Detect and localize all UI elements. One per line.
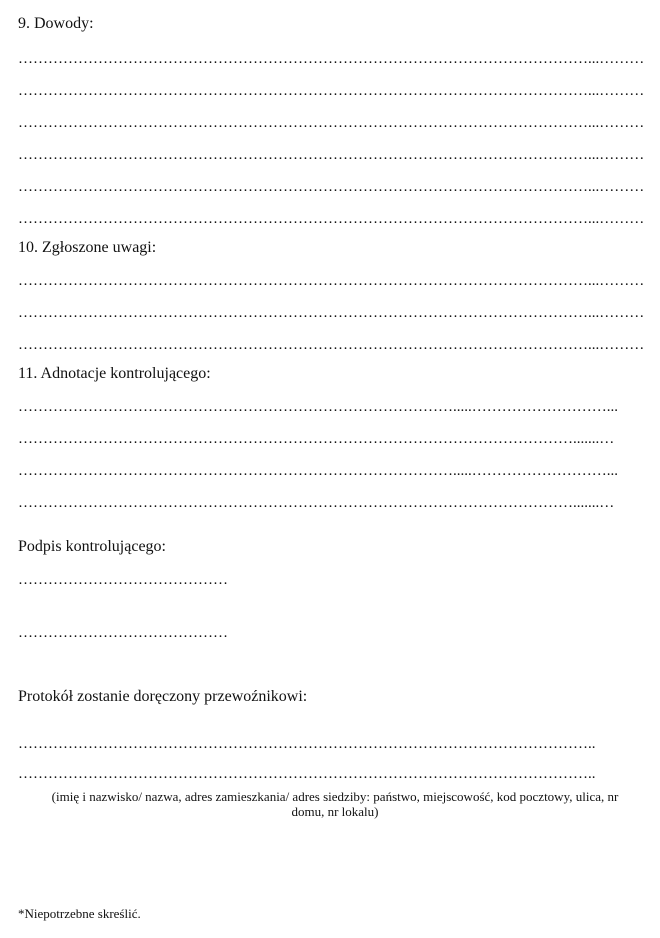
- remarks-line-2: ……………………………………………………………………………………………………...………: [18, 305, 645, 321]
- evidence-line-5: ……………………………………………………………………………………………………...………: [18, 179, 645, 195]
- recipient-caption: (imię i nazwisko/ nazwa, adres zamieszkania/ adres siedziby: państwo, miejscowość, kod pocztowy, ulica, nr domu, nr lokalu): [51, 789, 619, 819]
- inspector-notes-line-2: ………………………………………………………………………………………………….......…: [18, 431, 615, 447]
- signature-line-2: ……………………………………: [18, 625, 228, 641]
- recipient-line-1: ……………………………………………………………………………………………………..: [18, 736, 596, 752]
- signature-heading: Podpis kontrolującego:: [18, 538, 166, 555]
- inspector-notes-line-4: ………………………………………………………………………………………………….......…: [18, 495, 615, 511]
- evidence-line-3: ……………………………………………………………………………………………………...………: [18, 115, 645, 131]
- section-9-heading: 9. Dowody:: [18, 15, 94, 32]
- remarks-line-1: ……………………………………………………………………………………………………...………: [18, 273, 645, 289]
- signature-line-1: ……………………………………: [18, 572, 228, 588]
- section-11-heading: 11. Adnotacje kontrolującego:: [18, 365, 211, 382]
- evidence-line-1: ……………………………………………………………………………………………………...………: [18, 51, 645, 67]
- evidence-line-4: ……………………………………………………………………………………………………...………: [18, 147, 645, 163]
- recipient-line-2: ……………………………………………………………………………………………………..: [18, 766, 596, 782]
- evidence-line-6: ……………………………………………………………………………………………………...………: [18, 211, 645, 227]
- delivery-heading: Protokół zostanie doręczony przewoźnikowi:: [18, 688, 308, 705]
- remarks-line-3: ……………………………………………………………………………………………………...………: [18, 337, 645, 353]
- inspector-notes-line-3: …………………………………………………………………………….....………………………...: [18, 463, 618, 479]
- inspector-notes-line-1: …………………………………………………………………………….....………………………...: [18, 399, 618, 415]
- section-10-heading: 10. Zgłoszone uwagi:: [18, 239, 157, 256]
- footnote: *Niepotrzebne skreślić.: [18, 906, 141, 921]
- evidence-line-2: ……………………………………………………………………………………………………...………: [18, 83, 645, 99]
